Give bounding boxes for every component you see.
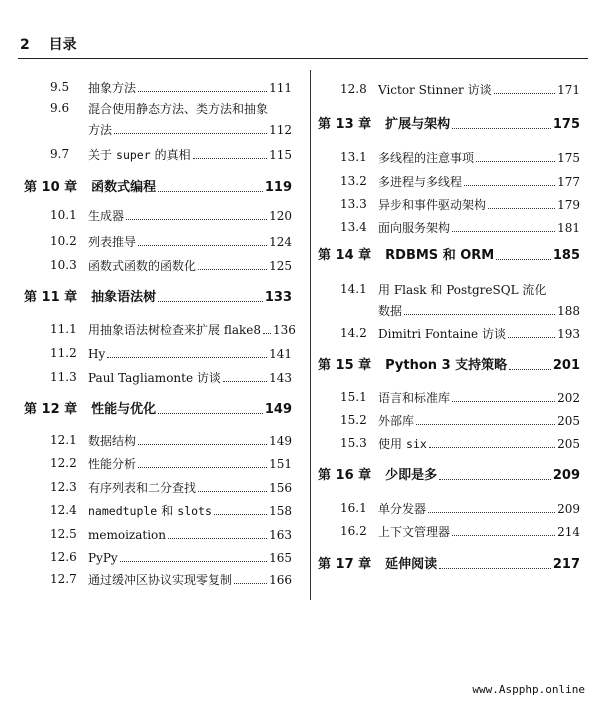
chapter-heading — [318, 117, 580, 133]
entry-text: 和 — [161, 504, 174, 518]
page-header — [20, 34, 77, 56]
leader-dots — [158, 301, 263, 302]
chapter-title: 少即是多 — [385, 468, 438, 483]
section-number: 16.1 — [340, 501, 367, 515]
toc-entry — [378, 326, 580, 342]
page-ref: 171 — [557, 83, 580, 97]
section-number: 16.2 — [340, 524, 367, 538]
chapter-title: 抽象语法树 — [91, 290, 157, 305]
section-number: 15.2 — [340, 413, 367, 427]
leader-dots — [158, 413, 263, 414]
page-ref: 209 — [552, 468, 580, 483]
section-number: 12.6 — [50, 550, 77, 564]
leader-dots — [509, 369, 551, 370]
toc-entry — [378, 197, 580, 213]
toc-entry — [378, 413, 580, 429]
entry-title: memoization — [88, 528, 167, 542]
page-ref: 217 — [552, 557, 580, 572]
section-number: 9.6 — [50, 101, 70, 115]
entry-title: 列表推导 — [88, 235, 137, 249]
chapter-label: 第 16 章 — [318, 468, 372, 483]
leader-dots — [452, 401, 555, 402]
leader-dots — [107, 357, 267, 358]
page-ref: 188 — [557, 304, 580, 318]
leader-dots — [452, 128, 551, 129]
toc-entry — [88, 101, 292, 117]
page-ref: 111 — [269, 81, 292, 95]
section-number: 15.3 — [340, 436, 367, 450]
page-ref: 149 — [264, 402, 292, 417]
page-ref: 156 — [269, 481, 292, 495]
page-ref: 201 — [552, 358, 580, 373]
page-ref: 214 — [557, 525, 580, 539]
page-ref: 143 — [269, 371, 292, 385]
toc-entry — [88, 258, 292, 274]
page-ref: 119 — [264, 180, 292, 195]
leader-dots — [234, 583, 267, 584]
entry-title: 外部库 — [378, 414, 415, 428]
section-number: 13.3 — [340, 197, 367, 211]
section-number: 11.2 — [50, 346, 77, 360]
code-text: six — [406, 437, 427, 451]
page-ref: 165 — [269, 551, 292, 565]
leader-dots — [488, 208, 555, 209]
section-number: 10.1 — [50, 208, 77, 222]
chapter-label: 第 12 章 — [24, 402, 78, 417]
page-ref: 166 — [269, 573, 292, 587]
section-number: 9.5 — [50, 80, 70, 94]
toc-entry — [88, 480, 292, 496]
toc-entry — [88, 433, 292, 449]
section-number: 12.1 — [50, 433, 77, 447]
chapter-label: 第 13 章 — [318, 117, 372, 132]
page-ref: 175 — [557, 151, 580, 165]
entry-title: 有序列表和二分查找 — [88, 481, 197, 495]
leader-dots — [214, 514, 267, 515]
leader-dots — [263, 333, 271, 334]
page-ref: 181 — [557, 221, 580, 235]
leader-dots — [428, 512, 555, 513]
code-text: slots — [177, 504, 212, 518]
chapter-label: 第 14 章 — [318, 248, 372, 263]
chapter-label: 第 11 章 — [24, 290, 78, 305]
leader-dots — [439, 479, 551, 480]
toc-entry — [88, 527, 292, 543]
chapter-title: RDBMS 和 ORM — [385, 248, 495, 263]
page-ref: 120 — [269, 209, 292, 223]
section-number: 10.2 — [50, 234, 77, 248]
page-title: 目录 — [48, 37, 77, 53]
page-ref: 185 — [552, 248, 580, 263]
chapter-title: Python 3 支持策略 — [385, 358, 508, 373]
section-number: 12.5 — [50, 527, 77, 541]
leader-dots — [496, 259, 551, 260]
section-number: 13.2 — [340, 174, 367, 188]
entry-title: 语言和标准库 — [378, 391, 451, 405]
toc-entry — [378, 220, 580, 236]
toc-entry — [88, 370, 292, 386]
leader-dots — [429, 447, 555, 448]
toc-entry — [378, 282, 580, 298]
entry-text: 使用 — [378, 437, 403, 451]
entry-title: 混合使用静态方法、类方法和抽象 — [88, 102, 269, 116]
entry-text: 的真相 — [154, 148, 191, 162]
entry-title: 通过缓冲区协议实现零复制 — [88, 573, 233, 587]
toc-entry — [88, 572, 292, 588]
section-number: 11.3 — [50, 370, 77, 384]
entry-title: Paul Tagliamonte 访谈 — [88, 371, 221, 385]
leader-dots — [476, 161, 555, 162]
toc-entry — [378, 82, 580, 98]
section-number: 12.4 — [50, 503, 77, 517]
leader-dots — [114, 133, 267, 134]
section-number: 13.1 — [340, 150, 367, 164]
page-ref: 193 — [557, 327, 580, 341]
chapter-label: 第 17 章 — [318, 557, 372, 572]
chapter-label: 第 10 章 — [24, 180, 78, 195]
chapter-heading — [24, 402, 292, 418]
section-number: 12.7 — [50, 572, 77, 586]
toc-entry — [88, 208, 292, 224]
leader-dots — [138, 245, 267, 246]
chapter-title: 扩展与架构 — [385, 117, 451, 132]
toc-entry — [378, 174, 580, 190]
chapter-title: 延伸阅读 — [385, 557, 438, 572]
section-number: 11.1 — [50, 322, 77, 336]
leader-dots — [168, 538, 267, 539]
leader-dots — [198, 491, 267, 492]
leader-dots — [138, 91, 267, 92]
page-ref: 209 — [557, 502, 580, 516]
page-ref: 115 — [269, 148, 292, 162]
page-ref: 141 — [269, 347, 292, 361]
page-ref: 205 — [557, 414, 580, 428]
code-text: namedtuple — [88, 504, 158, 518]
leader-dots — [126, 219, 267, 220]
leader-dots — [452, 535, 555, 536]
page-ref: 151 — [269, 457, 292, 471]
entry-title: 上下文管理器 — [378, 525, 451, 539]
section-number: 10.3 — [50, 258, 77, 272]
entry-text: 关于 — [88, 148, 113, 162]
toc-entry — [378, 303, 580, 319]
page-ref: 175 — [552, 117, 580, 132]
chapter-heading — [318, 358, 580, 374]
leader-dots — [120, 561, 267, 562]
leader-dots — [508, 337, 555, 338]
entry-title: 多进程与多线程 — [378, 175, 463, 189]
leader-dots — [223, 381, 267, 382]
toc-entry — [88, 550, 292, 566]
entry-title: Dimitri Fontaine 访谈 — [378, 327, 506, 341]
leader-dots — [198, 269, 267, 270]
leader-dots — [158, 191, 263, 192]
toc-entry — [378, 390, 580, 406]
section-number: 14.1 — [340, 282, 367, 296]
leader-dots — [193, 158, 267, 159]
column-divider — [310, 70, 311, 600]
page-ref: 202 — [557, 391, 580, 405]
toc-entry — [88, 122, 292, 138]
entry-title: 数据 — [378, 304, 403, 318]
code-text: super — [116, 148, 151, 162]
chapter-heading — [318, 468, 580, 484]
section-number: 12.2 — [50, 456, 77, 470]
chapter-heading — [24, 180, 292, 196]
page-number: 2 — [20, 37, 30, 53]
toc-entry — [378, 150, 580, 166]
entry-title: 异步和事件驱动架构 — [378, 198, 487, 212]
chapter-label: 第 15 章 — [318, 358, 372, 373]
toc-entry — [88, 503, 292, 519]
page-ref: 205 — [557, 437, 580, 451]
entry-title: PyPy — [88, 551, 118, 565]
entry-title: 生成器 — [88, 209, 125, 223]
section-number: 12.8 — [340, 82, 367, 96]
toc-entry — [88, 346, 292, 362]
leader-dots — [138, 444, 267, 445]
page-ref: 136 — [272, 323, 296, 337]
entry-title: 面向服务架构 — [378, 221, 451, 235]
watermark: www.Aspphp.online — [472, 683, 585, 696]
section-number: 12.3 — [50, 480, 77, 494]
page-ref: 179 — [557, 198, 580, 212]
entry-title: 函数式函数的函数化 — [88, 259, 197, 273]
chapter-title: 性能与优化 — [91, 402, 157, 417]
page-ref: 158 — [269, 504, 292, 518]
section-number: 9.7 — [50, 147, 70, 161]
leader-dots — [404, 314, 555, 315]
page-ref: 177 — [557, 175, 580, 189]
page-ref: 112 — [269, 123, 292, 137]
page-ref: 149 — [269, 434, 292, 448]
leader-dots — [439, 568, 551, 569]
leader-dots — [464, 185, 555, 186]
entry-title: 用抽象语法树检查来扩展 flake8 — [88, 323, 261, 337]
page-ref: 125 — [269, 259, 292, 273]
entry-title — [88, 503, 212, 519]
toc-entry — [88, 147, 292, 163]
toc-entry — [378, 524, 580, 540]
entry-title: 方法 — [88, 123, 113, 137]
entry-title: 多线程的注意事项 — [378, 151, 475, 165]
chapter-heading — [318, 557, 580, 573]
entry-title — [88, 147, 191, 163]
section-number: 14.2 — [340, 326, 367, 340]
chapter-title: 函数式编程 — [91, 180, 157, 195]
entry-title: Victor Stinner 访谈 — [378, 83, 492, 97]
entry-title: 抽象方法 — [88, 81, 137, 95]
page-ref: 163 — [269, 528, 292, 542]
toc-entry — [88, 80, 292, 96]
entry-title: 性能分析 — [88, 457, 137, 471]
leader-dots — [452, 231, 555, 232]
toc-entry — [88, 322, 296, 338]
leader-dots — [138, 467, 267, 468]
entry-title: Hy — [88, 347, 106, 361]
section-number: 13.4 — [340, 220, 367, 234]
chapter-heading — [318, 248, 580, 264]
toc-entry — [378, 436, 580, 452]
toc-entry — [88, 456, 292, 472]
entry-title: 数据结构 — [88, 434, 137, 448]
leader-dots — [494, 93, 555, 94]
entry-title: 单分发器 — [378, 502, 427, 516]
chapter-heading — [24, 290, 292, 306]
entry-title: 用 Flask 和 PostgreSQL 流化 — [378, 283, 547, 297]
entry-title — [378, 436, 427, 452]
page-ref: 133 — [264, 290, 292, 305]
section-number: 15.1 — [340, 390, 367, 404]
toc-entry — [378, 501, 580, 517]
toc-entry — [88, 234, 292, 250]
leader-dots — [416, 424, 555, 425]
page-ref: 124 — [269, 235, 292, 249]
header-rule — [18, 58, 588, 59]
